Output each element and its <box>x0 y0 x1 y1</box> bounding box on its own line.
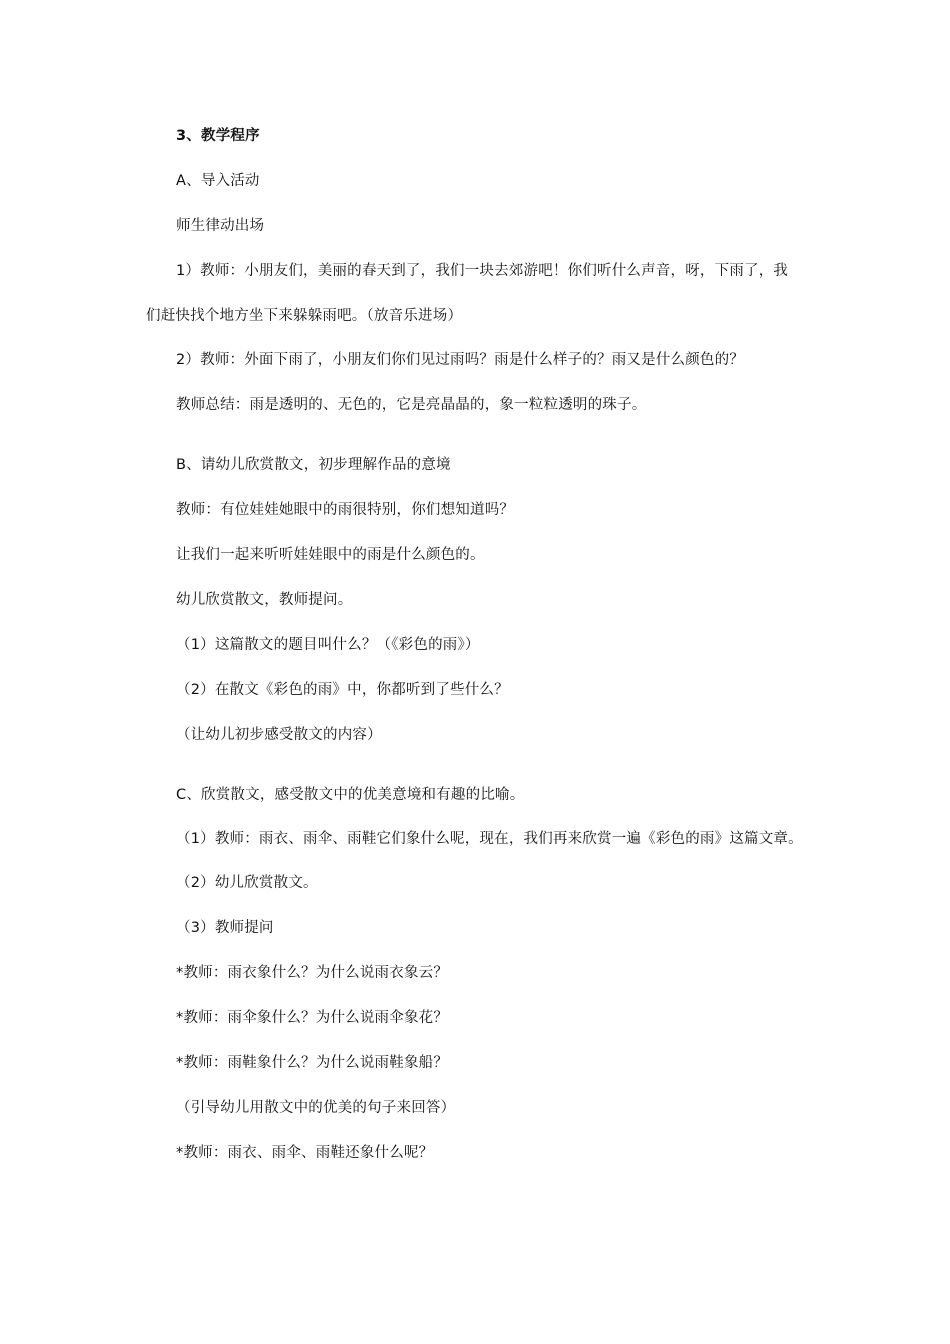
paragraph-b-question1: （1）这篇散文的题目叫什么？（《彩色的雨》） <box>176 637 480 653</box>
paragraph-b-line1: 教师：有位娃娃她眼中的雨很特别，你们想知道吗？ <box>176 502 515 518</box>
paragraph-b-line3: 幼儿欣赏散文，教师提问。 <box>176 592 353 608</box>
paragraph-b-question2: （2）在散文《彩色的雨》中，你都听到了些什么？ <box>176 682 509 698</box>
section-c-heading: C、欣赏散文，感受散文中的优美意境和有趣的比喻。 <box>176 787 525 803</box>
paragraph-c-question4: *教师：雨衣、雨伞、雨鞋还象什么呢？ <box>176 1145 434 1161</box>
paragraph-c-item2: （2）幼儿欣赏散文。 <box>176 875 318 891</box>
paragraph-a-item1-part1: 1）教师：小朋友们，美丽的春天到了，我们一块去郊游吧！你们听什么声音，呀，下雨了，我 <box>176 263 789 279</box>
section-b-heading: B、请幼儿欣赏散文，初步理解作品的意境 <box>176 457 451 473</box>
paragraph-a-item1-part2: 们赶快找个地方坐下来躲躲雨吧。（放音乐进场） <box>146 308 463 324</box>
paragraph-c-question1: *教师：雨衣象什么？为什么说雨衣象云？ <box>176 965 449 981</box>
paragraph-c-note: （引导幼儿用散文中的优美的句子来回答） <box>176 1100 456 1116</box>
paragraph-a-item2: 2）教师：外面下雨了，小朋友们你们见过雨吗？雨是什么样子的？雨又是什么颜色的？ <box>176 352 745 368</box>
paragraph-c-question2: *教师：雨伞象什么？为什么说雨伞象花？ <box>176 1010 449 1026</box>
section-heading: 3、教学程序 <box>176 128 260 144</box>
paragraph-c-question3: *教师：雨鞋象什么？为什么说雨鞋象船？ <box>176 1055 449 1071</box>
paragraph-a-line1: 师生律动出场 <box>176 218 265 234</box>
paragraph-b-note: （让幼儿初步感受散文的内容） <box>176 727 382 743</box>
paragraph-a-summary: 教师总结：雨是透明的、无色的，它是亮晶晶的，象一粒粒透明的珠子。 <box>176 397 647 413</box>
paragraph-b-line2: 让我们一起来听听娃娃眼中的雨是什么颜色的。 <box>176 547 485 563</box>
section-a-heading: A、导入活动 <box>176 173 260 189</box>
paragraph-c-item1: （1）教师：雨衣、雨伞、雨鞋它们象什么呢，现在，我们再来欣赏一遍《彩色的雨》这篇文章。 <box>176 831 803 847</box>
paragraph-c-item3: （3）教师提问 <box>176 920 274 936</box>
